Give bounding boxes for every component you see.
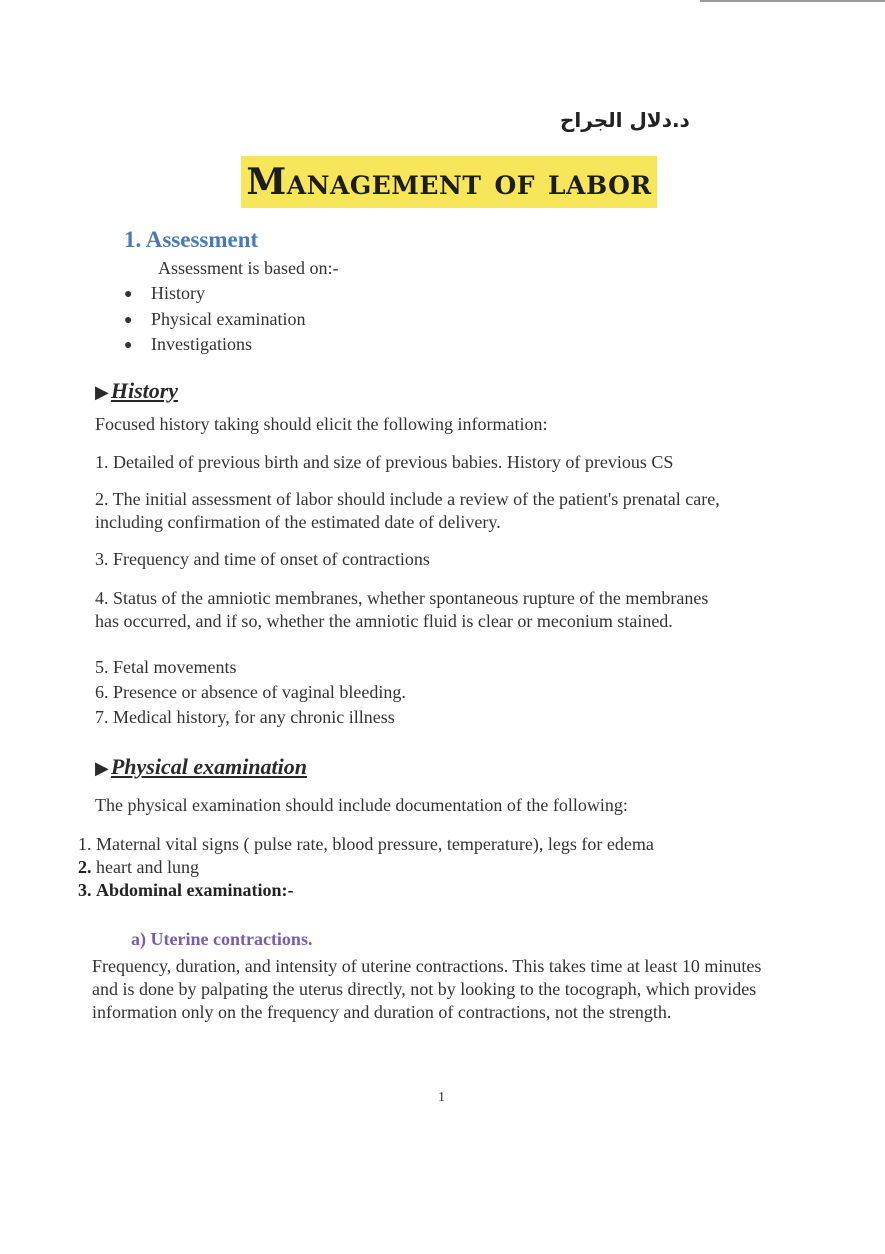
history-intro: Focused history taking should elicit the following information: [95, 414, 548, 434]
assessment-heading: 1. Assessment [124, 227, 259, 252]
exam-item: 3. Abdominal examination:- [78, 880, 294, 900]
list-item: Physical examination [151, 309, 306, 329]
history-item: 5. Fetal movements [95, 657, 237, 677]
uterine-contractions-text: Frequency, duration, and intensity of uterine contractions. This takes time at least 10 minutes and is done by palpating the uterus directly, not by looking to the tocograph, which provides information only on the frequency and duration of contractions, not the strength. [92, 956, 762, 1022]
exam-item: 1. Maternal vital signs ( pulse rate, blood pressure, temperature), legs for edema [78, 834, 654, 854]
uterine-contractions-heading: a) Uterine contractions. [131, 929, 313, 949]
page-number: 1 [438, 1090, 445, 1105]
history-item: 7. Medical history, for any chronic illness [95, 707, 395, 727]
list-item: History [151, 283, 205, 303]
triangle-arrow-icon: ▶ [95, 382, 109, 402]
history-item: 2. The initial assessment of labor should include a review of the patient's prenatal care, including confirmation of the estimated date of delivery. [95, 489, 720, 532]
page-title: Management of labor [246, 161, 652, 203]
history-heading: ▶History [95, 378, 179, 403]
physical-heading: ▶Physical examination [95, 754, 308, 779]
history-item: 3. Frequency and time of onset of contractions [95, 549, 430, 569]
bullet-dot: ● [124, 338, 133, 353]
bullet-dot: ● [124, 287, 133, 302]
assessment-intro: Assessment is based on:- [158, 258, 339, 278]
physical-intro: The physical examination should include documentation of the following: [95, 795, 628, 815]
triangle-arrow-icon: ▶ [95, 758, 109, 778]
history-item: 1. Detailed of previous birth and size of previous babies. History of previous CS [95, 452, 674, 472]
scan-edge-line [700, 0, 885, 2]
title-highlight [241, 156, 657, 208]
history-item: 4. Status of the amniotic membranes, whether spontaneous rupture of the membranes has occurred, and if so, whether the amniotic fluid is clear or meconium stained. [95, 588, 709, 631]
author-name: د.دلال الجراح [560, 108, 690, 132]
exam-item: 2. heart and lung [78, 857, 199, 877]
history-item: 6. Presence or absence of vaginal bleeding. [95, 682, 406, 702]
bullet-dot: ● [124, 313, 133, 328]
list-item: Investigations [151, 334, 252, 354]
